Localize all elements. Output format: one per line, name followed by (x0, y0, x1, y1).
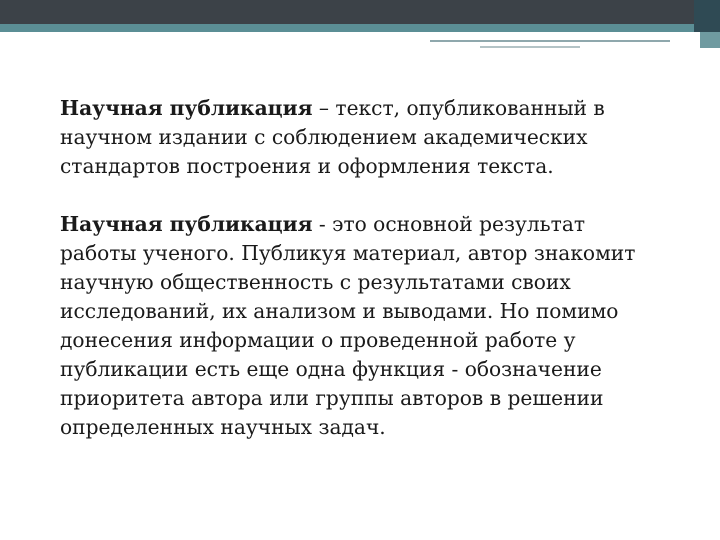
slide-header-bar (0, 0, 720, 24)
slide-decor-line-short (480, 46, 580, 48)
explanation-term: Научная публикация (60, 212, 313, 236)
slide-corner-accent-light (700, 32, 720, 48)
slide-decor-line (430, 40, 670, 42)
slide-corner-accent (694, 0, 720, 32)
definition-paragraph (60, 94, 660, 181)
explanation-paragraph (60, 210, 660, 442)
explanation-text: - это основной результат работы ученого. Публикуя материал, автор знакомит научную общественность с результатами своих исследований, их анализом и выводами. Но помимо донесения информации о проведенной работе у публикации есть еще одна функция - обозначение приоритета автора или группы авторов в решении определенных научных задач. (60, 212, 636, 439)
definition-term: Научная публикация (60, 96, 313, 120)
slide-body (60, 94, 660, 442)
slide-accent-stripe (0, 24, 720, 32)
definition-text: – текст, опубликованный в научном издании с соблюдением академических стандартов построения и оформления текста. (60, 96, 605, 178)
